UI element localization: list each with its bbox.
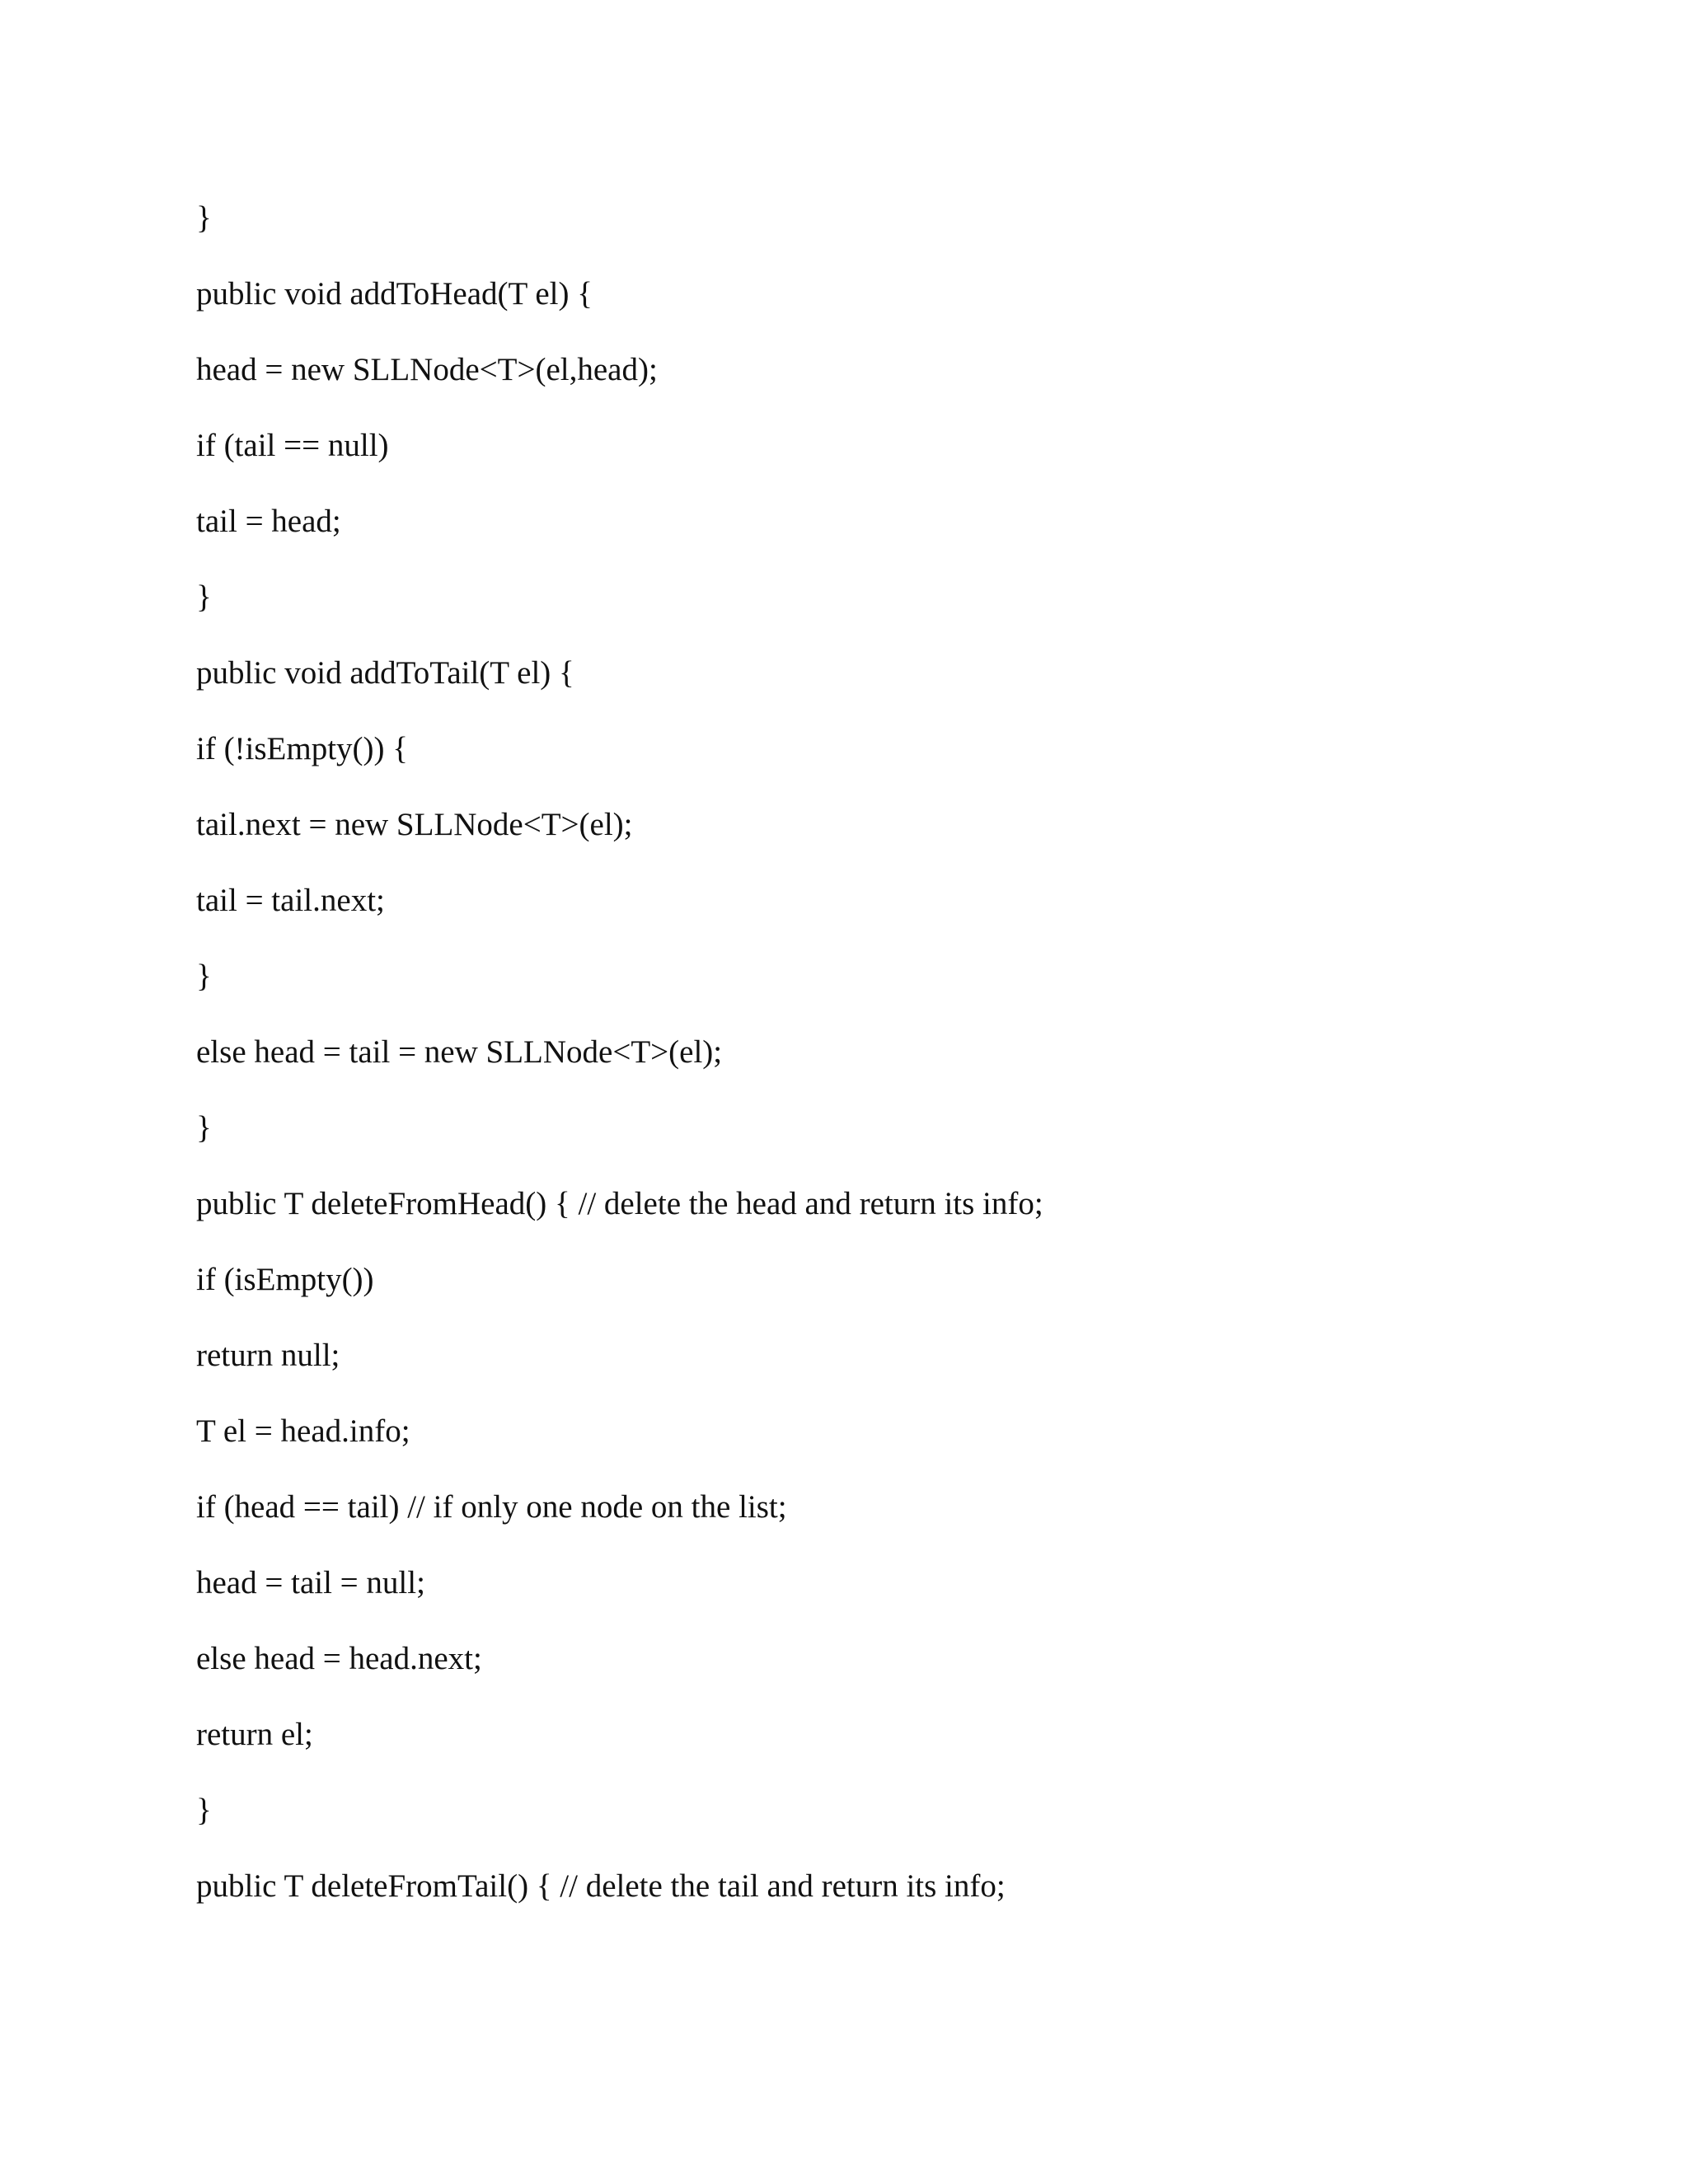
code-line: }	[196, 1110, 212, 1146]
code-line: }	[196, 1793, 212, 1828]
code-line: }	[196, 579, 212, 615]
code-line: return null;	[196, 1338, 340, 1373]
code-line: public void addToTail(T el) {	[196, 655, 574, 691]
code-line: if (tail == null)	[196, 428, 389, 463]
code-line: if (head == tail) // if only one node on the list;	[196, 1489, 787, 1525]
code-line: return el;	[196, 1717, 313, 1752]
code-line: else head = tail = new SLLNode<T>(el);	[196, 1034, 723, 1070]
code-line: else head = head.next;	[196, 1641, 482, 1676]
code-line: head = tail = null;	[196, 1565, 425, 1601]
code-line: public void addToHead(T el) {	[196, 276, 593, 312]
code-line: public T deleteFromHead() { // delete the head and return its info;	[196, 1186, 1043, 1221]
code-line: head = new SLLNode<T>(el,head);	[196, 352, 658, 387]
code-line: public T deleteFromTail() { // delete the tail and return its info;	[196, 1868, 1006, 1904]
code-line: tail = head;	[196, 504, 341, 539]
code-line: if (!isEmpty()) {	[196, 731, 408, 766]
code-line: T el = head.info;	[196, 1413, 410, 1449]
code-line: tail = tail.next;	[196, 883, 385, 918]
code-line: if (isEmpty())	[196, 1262, 374, 1297]
code-line: tail.next = new SLLNode<T>(el);	[196, 807, 633, 842]
code-listing	[196, 192, 1597, 1936]
code-line: }	[196, 200, 212, 236]
code-line: }	[196, 958, 212, 994]
